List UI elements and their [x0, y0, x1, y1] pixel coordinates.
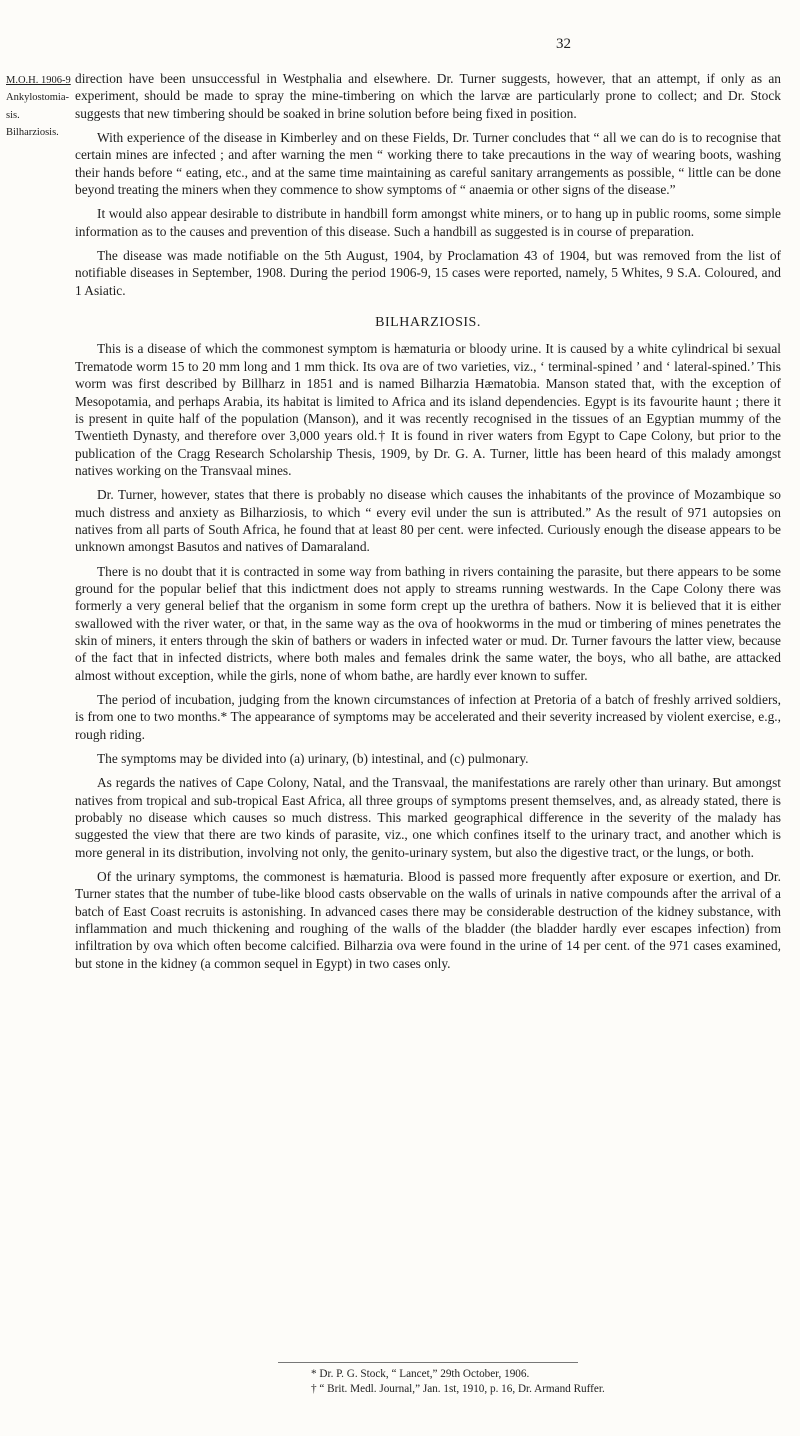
paragraph: The disease was made notifiable on the 5th August, 1904, by Proclamation 43 of 1904, but was removed from the list of notifiable diseases in September, 1908. During the period 1906-9, 15 cases were reported, namely, 5 Whites, 9 S.A. Coloured, and 1 Asiatic. [75, 248, 781, 298]
paragraph: It would also appear desirable to distribute in handbill form amongst white miners, or to hang up in public rooms, some simple information as to the causes and prevention of this disease. Such a handbill as suggested is in course of preparation. [75, 206, 781, 239]
page-number: 32 [556, 36, 571, 52]
paragraph: There is no doubt that it is contracted in some way from bathing in rivers containing the parasite, but there appears to be some ground for the popular belief that this indictment does not apply to streams running westwards. In the Cape Colony there was formerly a very general belief that the organism in some form crept up the urethra of bathers. Now it is believed that it is either swallowed with the river water, or that, in the same way as the ova of hookworms in the mud or timbering of mines penetrates the skin of miners, it enters through the skin of bathers or waders in infected water or mud. Dr. Turner favours the latter view, because of the fact that in infected districts, where both males and females drink the same water, the boys, who all bathe, are attacked almost without exception, while the girls, none of whom bathe, are hardly ever known to suffer. [75, 563, 781, 683]
paragraph: Dr. Turner, however, states that there is probably no disease which causes the inhabitants of the province of Mozambique so much distress and anxiety as Bilharziosis, to which “ every evil under the sun is attributed.” As the result of 971 autopsies on natives from all parts of South Africa, he found that at least 80 per cent. were infected. Curiously enough the disease appears to be unknown amongst Basutos and natives of Damaraland. [75, 487, 781, 555]
paragraph: This is a disease of which the commonest symptom is hæmaturia or bloody urine. It is caused by a white cylindrical bi sexual Trematode worm 15 to 20 mm long and 1 mm thick. Its ova are of two varieties, viz., ‘ terminal-spined ’ and ‘ lateral-spined.’ This worm was first described by Billharz in 1851 and is named Bilharzia Hæmatobia. Manson stated that, with the exception of Mesopotamia, and perhaps Arabia, its habitat is limited to Africa and its island dependencies. Egypt is its favourite haunt ; there it is present in quite half of the population (Manson), and it was recently recognised in the tissues of an Egyptian mummy of the Twentieth Dynasty, and therefore over 3,000 years old.† It is found in river waters from Egypt to Cape Colony, but prior to the publication of the Cragg Research Scholarship Thesis, 1909, by Dr. G. A. Turner, little has been heard of this malady amongst natives working on the Transvaal mines. [75, 341, 781, 478]
footnote: * Dr. P. G. Stock, “ Lancet,” 29th October, 1906. [311, 1368, 530, 1380]
paragraph: Of the urinary symptoms, the commonest is hæmaturia. Blood is passed more frequently after exposure or exertion, and Dr. Turner states that the number of tube-like blood casts observable on the walls of urinals in native compounds after the arrival of a batch of East Coast recruits is astonishing. In advanced cases there may be considerable destruction of the kidney substance, with inflammation and much thickening and roughing of the walls of the bladder (the bladder hardly ever escapes infection) from infiltration by ova which often become calcified. Bilharzia ova were found in the urine of 14 per cent. of the 971 cases examined, but stone in the kidney (a common sequel in Egypt) in two cases only. [75, 869, 781, 971]
paragraph: direction have been unsuccessful in Westphalia and elsewhere. Dr. Turner suggests, however, that an attempt, if only as an experiment, should be made to spray the mine-timbering on which the larvæ are particularly prone to collect; and Dr. Stock suggests that new timbering should be soaked in brine solution before being fixed in position. [75, 71, 781, 121]
section-heading: BILHARZIOSIS. [375, 315, 481, 331]
margin-topic-ankylostomiasis: Ankylostomia- [6, 92, 69, 104]
footnotes [75, 1362, 781, 1397]
body-text [75, 70, 781, 979]
footnote: † “ Brit. Medl. Journal,” Jan. 1st, 1910, p. 16, Dr. Armand Ruffer. [311, 1383, 605, 1395]
paragraph: As regards the natives of Cape Colony, Natal, and the Transvaal, the manifestations are rarely other than urinary. But amongst natives from tropical and sub-tropical East Africa, all three groups of symptoms present themselves, and, as already stated, there is probably no disease which causes so much distress. This marked geographical difference in the severity of the malady has suggested the view that there are two kinds of parasite, viz., one which confines itself to the urinary tract, and another which is more general in its distribution, involving not only, the genito-urinary system, but also the digestive tract, or the lungs, or both. [75, 775, 781, 860]
margin-topic-ankylostomiasis-cont: sis. [6, 109, 20, 121]
paragraph: With experience of the disease in Kimberley and on these Fields, Dr. Turner concludes that “ all we can do is to recognise that certain mines are infected ; and after warning the men “ working there to take precautions in the way of wearing boots, washing their hands before “ eating, etc., and at the same time maintaining as careful sanitary arrangements as possible, “ little can be done beyond treating the miners when they commence to show symptoms of “ anaemia or other signs of the disease.” [75, 130, 781, 198]
paragraph: The symptoms may be divided into (a) urinary, (b) intestinal, and (c) pulmonary. [97, 751, 529, 767]
margin-reference: M.O.H. 1906-9 [6, 75, 71, 86]
margin-topic-bilharziosis: Bilharziosis. [6, 126, 59, 138]
margin-notes [6, 72, 72, 141]
footnote-rule [278, 1362, 578, 1363]
paragraph: The period of incubation, judging from the known circumstances of infection at Pretoria of a batch of freshly arrived soldiers, is from one to two months.* The appearance of symptoms may be accelerated and their severity increased by violent exercise, e.g., rough riding. [75, 692, 781, 742]
